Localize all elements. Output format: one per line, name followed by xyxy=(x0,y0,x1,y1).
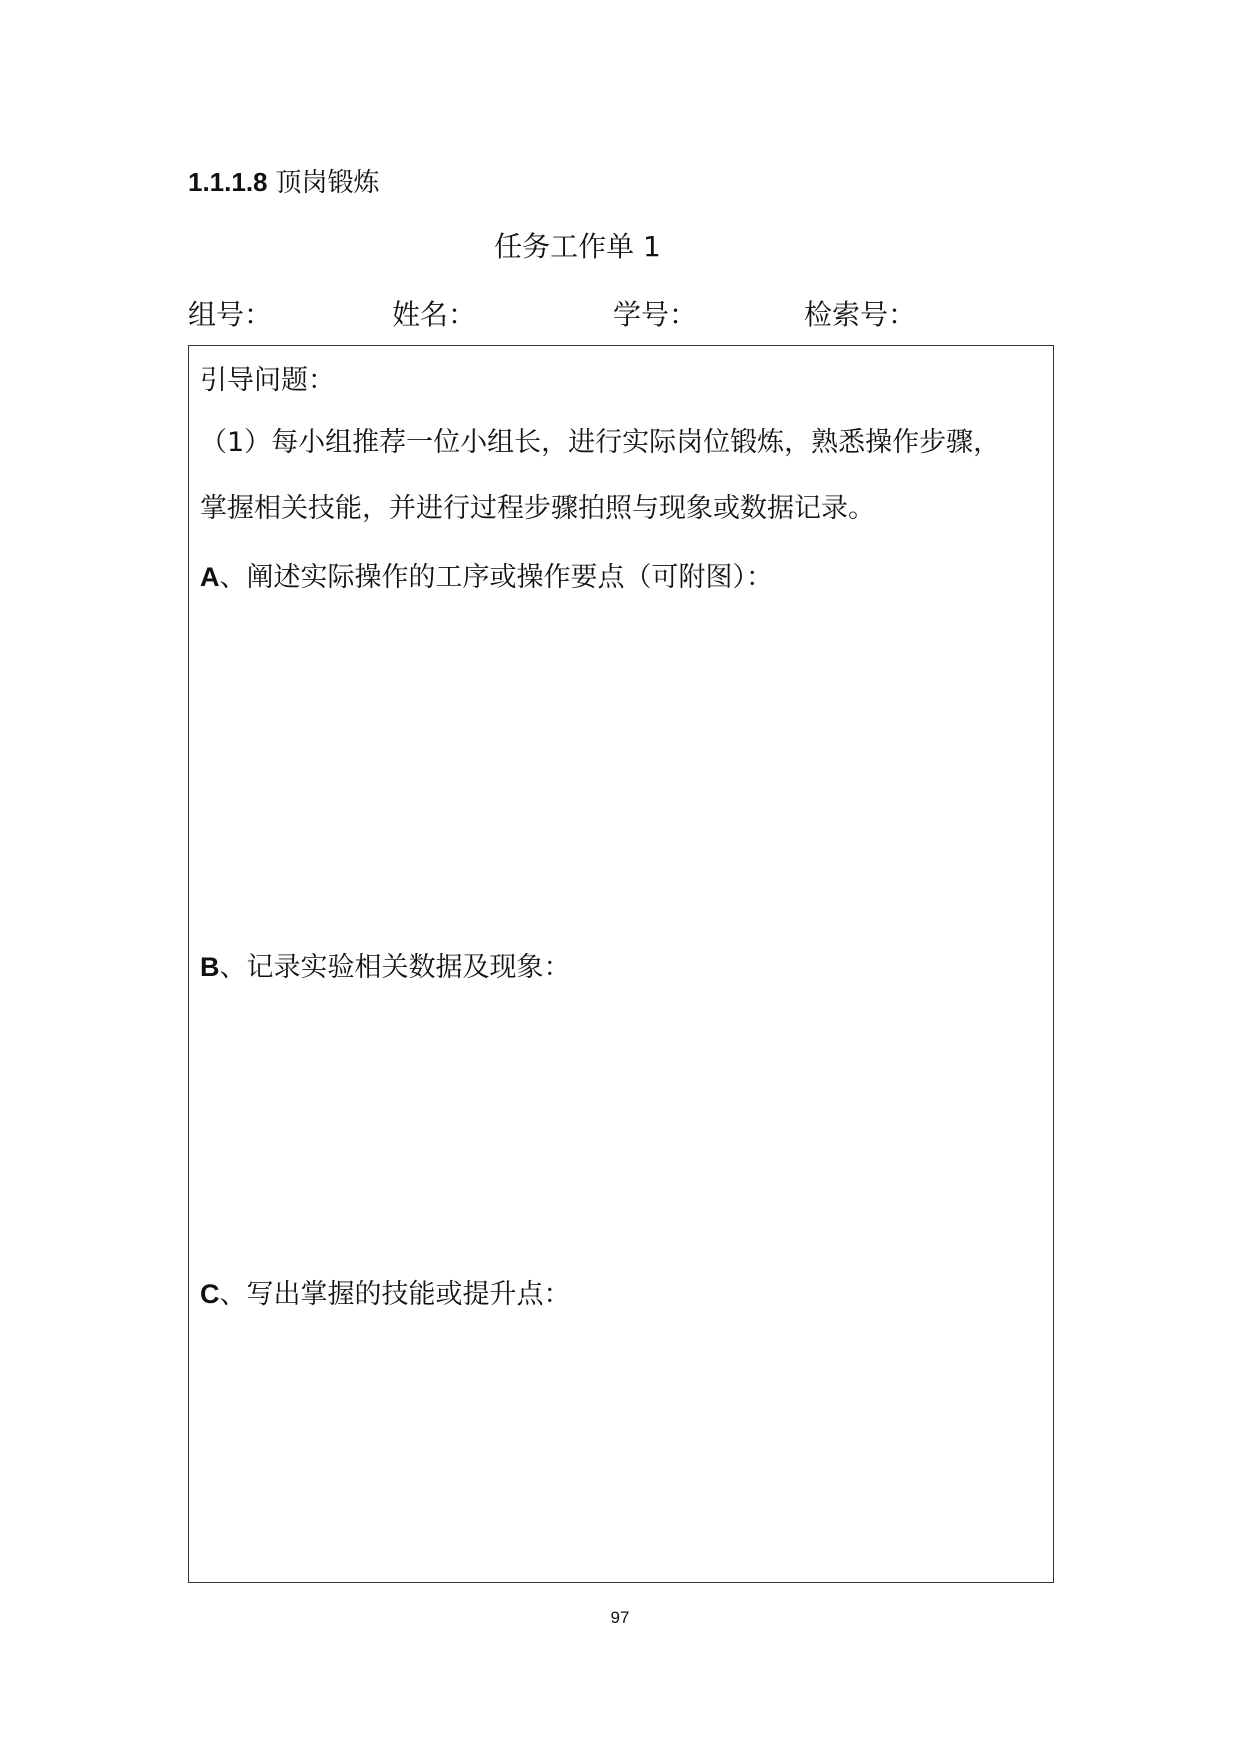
item-c-letter: C xyxy=(200,1279,220,1309)
item-a-prompt xyxy=(200,558,773,597)
section-title: 顶岗锻炼 xyxy=(275,168,380,198)
item-b-text: 、记录实验相关数据及现象： xyxy=(219,952,571,983)
section-heading xyxy=(188,164,380,201)
sheet-title: 任务工作单 1 xyxy=(494,230,661,263)
item-c-prompt xyxy=(200,1275,571,1314)
item-b-prompt xyxy=(200,948,571,987)
item-a-text: 、阐述实际操作的工序或操作要点（可附图）： xyxy=(219,562,773,593)
student-id-label: 学号： xyxy=(613,298,698,331)
item-a-letter: A xyxy=(200,562,220,592)
item-b-letter: B xyxy=(200,952,220,982)
question-1-line-1: （1）每小组推荐一位小组长，进行实际岗位锻炼，熟悉操作步骤， xyxy=(200,427,1001,458)
section-number: 1.1.1.8 xyxy=(188,167,268,197)
question-1-line-2: 掌握相关技能，并进行过程步骤拍照与现象或数据记录。 xyxy=(200,493,875,524)
guide-question-heading: 引导问题： xyxy=(200,365,335,396)
page-number: 97 xyxy=(610,1608,630,1627)
item-c-text: 、写出掌握的技能或提升点： xyxy=(219,1279,571,1310)
group-number-label: 组号： xyxy=(188,298,273,331)
search-id-label: 检索号： xyxy=(804,298,917,331)
name-label: 姓名： xyxy=(392,298,477,331)
